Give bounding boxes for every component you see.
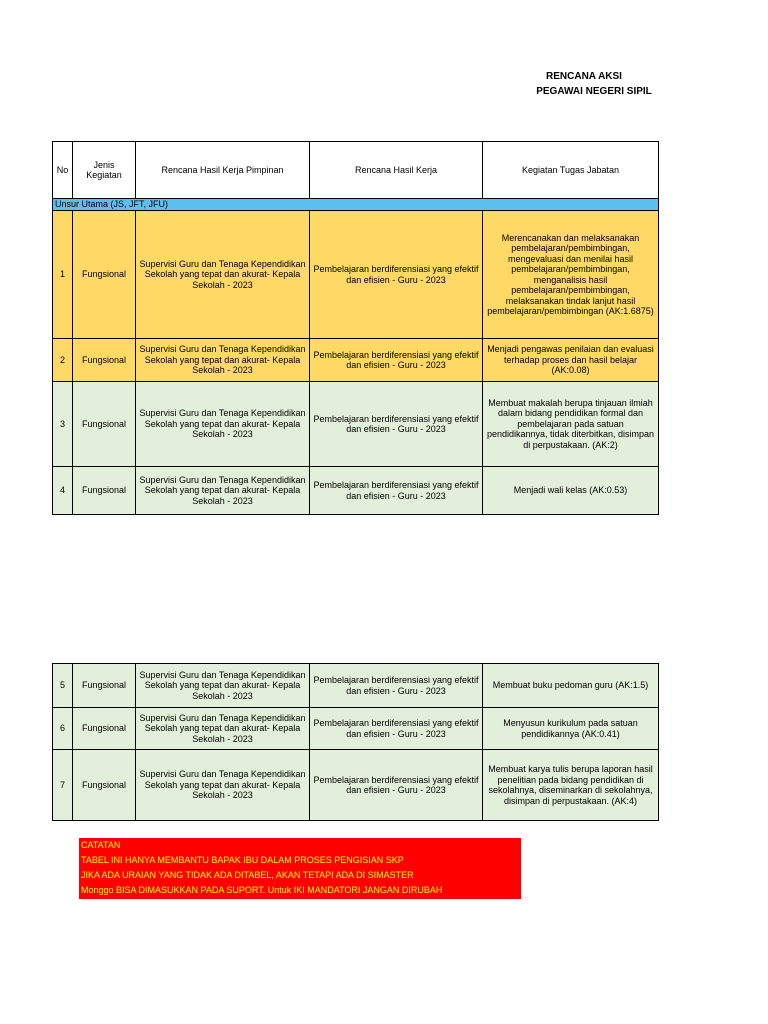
header-rencana-hasil-kerja: Rencana Hasil Kerja [310,142,483,199]
header-jenis-kegiatan: Jenis Kegiatan [73,142,136,199]
cell-jenis: Fungsional [73,708,136,750]
cell-no: 1 [53,211,73,339]
cell-kegiatan: Merencanakan dan melaksanakan pembelajaran/pembimbingan, mengevaluasi dan menilai hasil pembelajaran/pembimbingan, menganalisis hasil pembelajaran/pembimbingan, melaksanakan tindak lanjut hasil pembelajaran/pembimbingan (AK:1.6875) [483,211,659,339]
cell-no: 5 [53,664,73,708]
cell-kegiatan: Menyusun kurikulum pada satuan pendidikannya (AK:0.41) [483,708,659,750]
cell-pimpinan: Supervisi Guru dan Tenaga Kependidikan Sekolah yang tepat dan akurat- Kepala Sekolah - 2023 [136,339,310,382]
cell-rhk: Pembelajaran berdiferensiasi yang efektif dan efisien - Guru - 2023 [310,382,483,467]
cell-pimpinan: Supervisi Guru dan Tenaga Kependidikan Sekolah yang tepat dan akurat- Kepala Sekolah - 2023 [136,708,310,750]
cell-pimpinan: Supervisi Guru dan Tenaga Kependidikan Sekolah yang tepat dan akurat- Kepala Sekolah - 2023 [136,467,310,515]
document-title: RENCANA AKSI [546,71,622,82]
cell-pimpinan: Supervisi Guru dan Tenaga Kependidikan Sekolah yang tepat dan akurat- Kepala Sekolah - 2023 [136,750,310,821]
cell-jenis: Fungsional [73,211,136,339]
table-row [53,467,659,515]
header-rencana-hasil-kerja-pimpinan: Rencana Hasil Kerja Pimpinan [136,142,310,199]
section-label: Unsur Utama (JS, JFT, JFU) [53,199,659,211]
note-line: JIKA ADA URAIAN YANG TIDAK ADA DITABEL, AKAN TETAPI ADA DI SIMASTER [81,870,414,880]
cell-kegiatan: Membuat karya tulis berupa laporan hasil penelitian pada bidang pendidikan di sekolahnya, diseminarkan di sekolahnya, disimpan di perpustakaan. (AK:4) [483,750,659,821]
cell-rhk: Pembelajaran berdiferensiasi yang efektif dan efisien - Guru - 2023 [310,750,483,821]
cell-jenis: Fungsional [73,664,136,708]
section-row [53,199,659,211]
cell-rhk: Pembelajaran berdiferensiasi yang efektif dan efisien - Guru - 2023 [310,211,483,339]
cell-kegiatan: Membuat makalah berupa tinjauan ilmiah dalam bidang pendidikan formal dan pembelajaran pada satuan pendidikannya, tidak diterbitkan, disimpan di perpustakaan. (AK:2) [483,382,659,467]
cell-jenis: Fungsional [73,750,136,821]
table-row [53,382,659,467]
header-kegiatan-tugas-jabatan: Kegiatan Tugas Jabatan [483,142,659,199]
document-subtitle: PEGAWAI NEGERI SIPIL [536,86,652,97]
note-heading: CATATAN [81,840,121,850]
rencana-aksi-table-continued [52,663,659,821]
rencana-aksi-table [52,141,659,515]
note-line: TABEL INI HANYA MEMBANTU BAPAK IBU DALAM PROSES PENGISIAN SKP [81,855,404,865]
cell-jenis: Fungsional [73,467,136,515]
table-row [53,750,659,821]
header-no: No [53,142,73,199]
cell-kegiatan: Menjadi wali kelas (AK:0.53) [483,467,659,515]
table-row [53,708,659,750]
cell-no: 3 [53,382,73,467]
cell-pimpinan: Supervisi Guru dan Tenaga Kependidikan Sekolah yang tepat dan akurat- Kepala Sekolah - 2023 [136,664,310,708]
cell-jenis: Fungsional [73,382,136,467]
cell-rhk: Pembelajaran berdiferensiasi yang efektif dan efisien - Guru - 2023 [310,339,483,382]
cell-kegiatan: Menjadi pengawas penilaian dan evaluasi terhadap proses dan hasil belajar (AK:0.08) [483,339,659,382]
cell-rhk: Pembelajaran berdiferensiasi yang efektif dan efisien - Guru - 2023 [310,467,483,515]
cell-no: 7 [53,750,73,821]
catatan-note-box [79,838,521,899]
cell-pimpinan: Supervisi Guru dan Tenaga Kependidikan Sekolah yang tepat dan akurat- Kepala Sekolah - 2023 [136,382,310,467]
cell-no: 2 [53,339,73,382]
table-row [53,211,659,339]
table-header-row [53,142,659,199]
table-row [53,664,659,708]
cell-no: 4 [53,467,73,515]
cell-no: 6 [53,708,73,750]
note-line: Monggo BISA DIMASUKKAN PADA SUPORT. Untuk IKI MANDATORI JANGAN DIRUBAH [81,885,443,895]
cell-rhk: Pembelajaran berdiferensiasi yang efektif dan efisien - Guru - 2023 [310,664,483,708]
table-row [53,339,659,382]
cell-pimpinan: Supervisi Guru dan Tenaga Kependidikan Sekolah yang tepat dan akurat- Kepala Sekolah - 2023 [136,211,310,339]
cell-rhk: Pembelajaran berdiferensiasi yang efektif dan efisien - Guru - 2023 [310,708,483,750]
cell-kegiatan: Membuat buku pedoman guru (AK:1.5) [483,664,659,708]
cell-jenis: Fungsional [73,339,136,382]
